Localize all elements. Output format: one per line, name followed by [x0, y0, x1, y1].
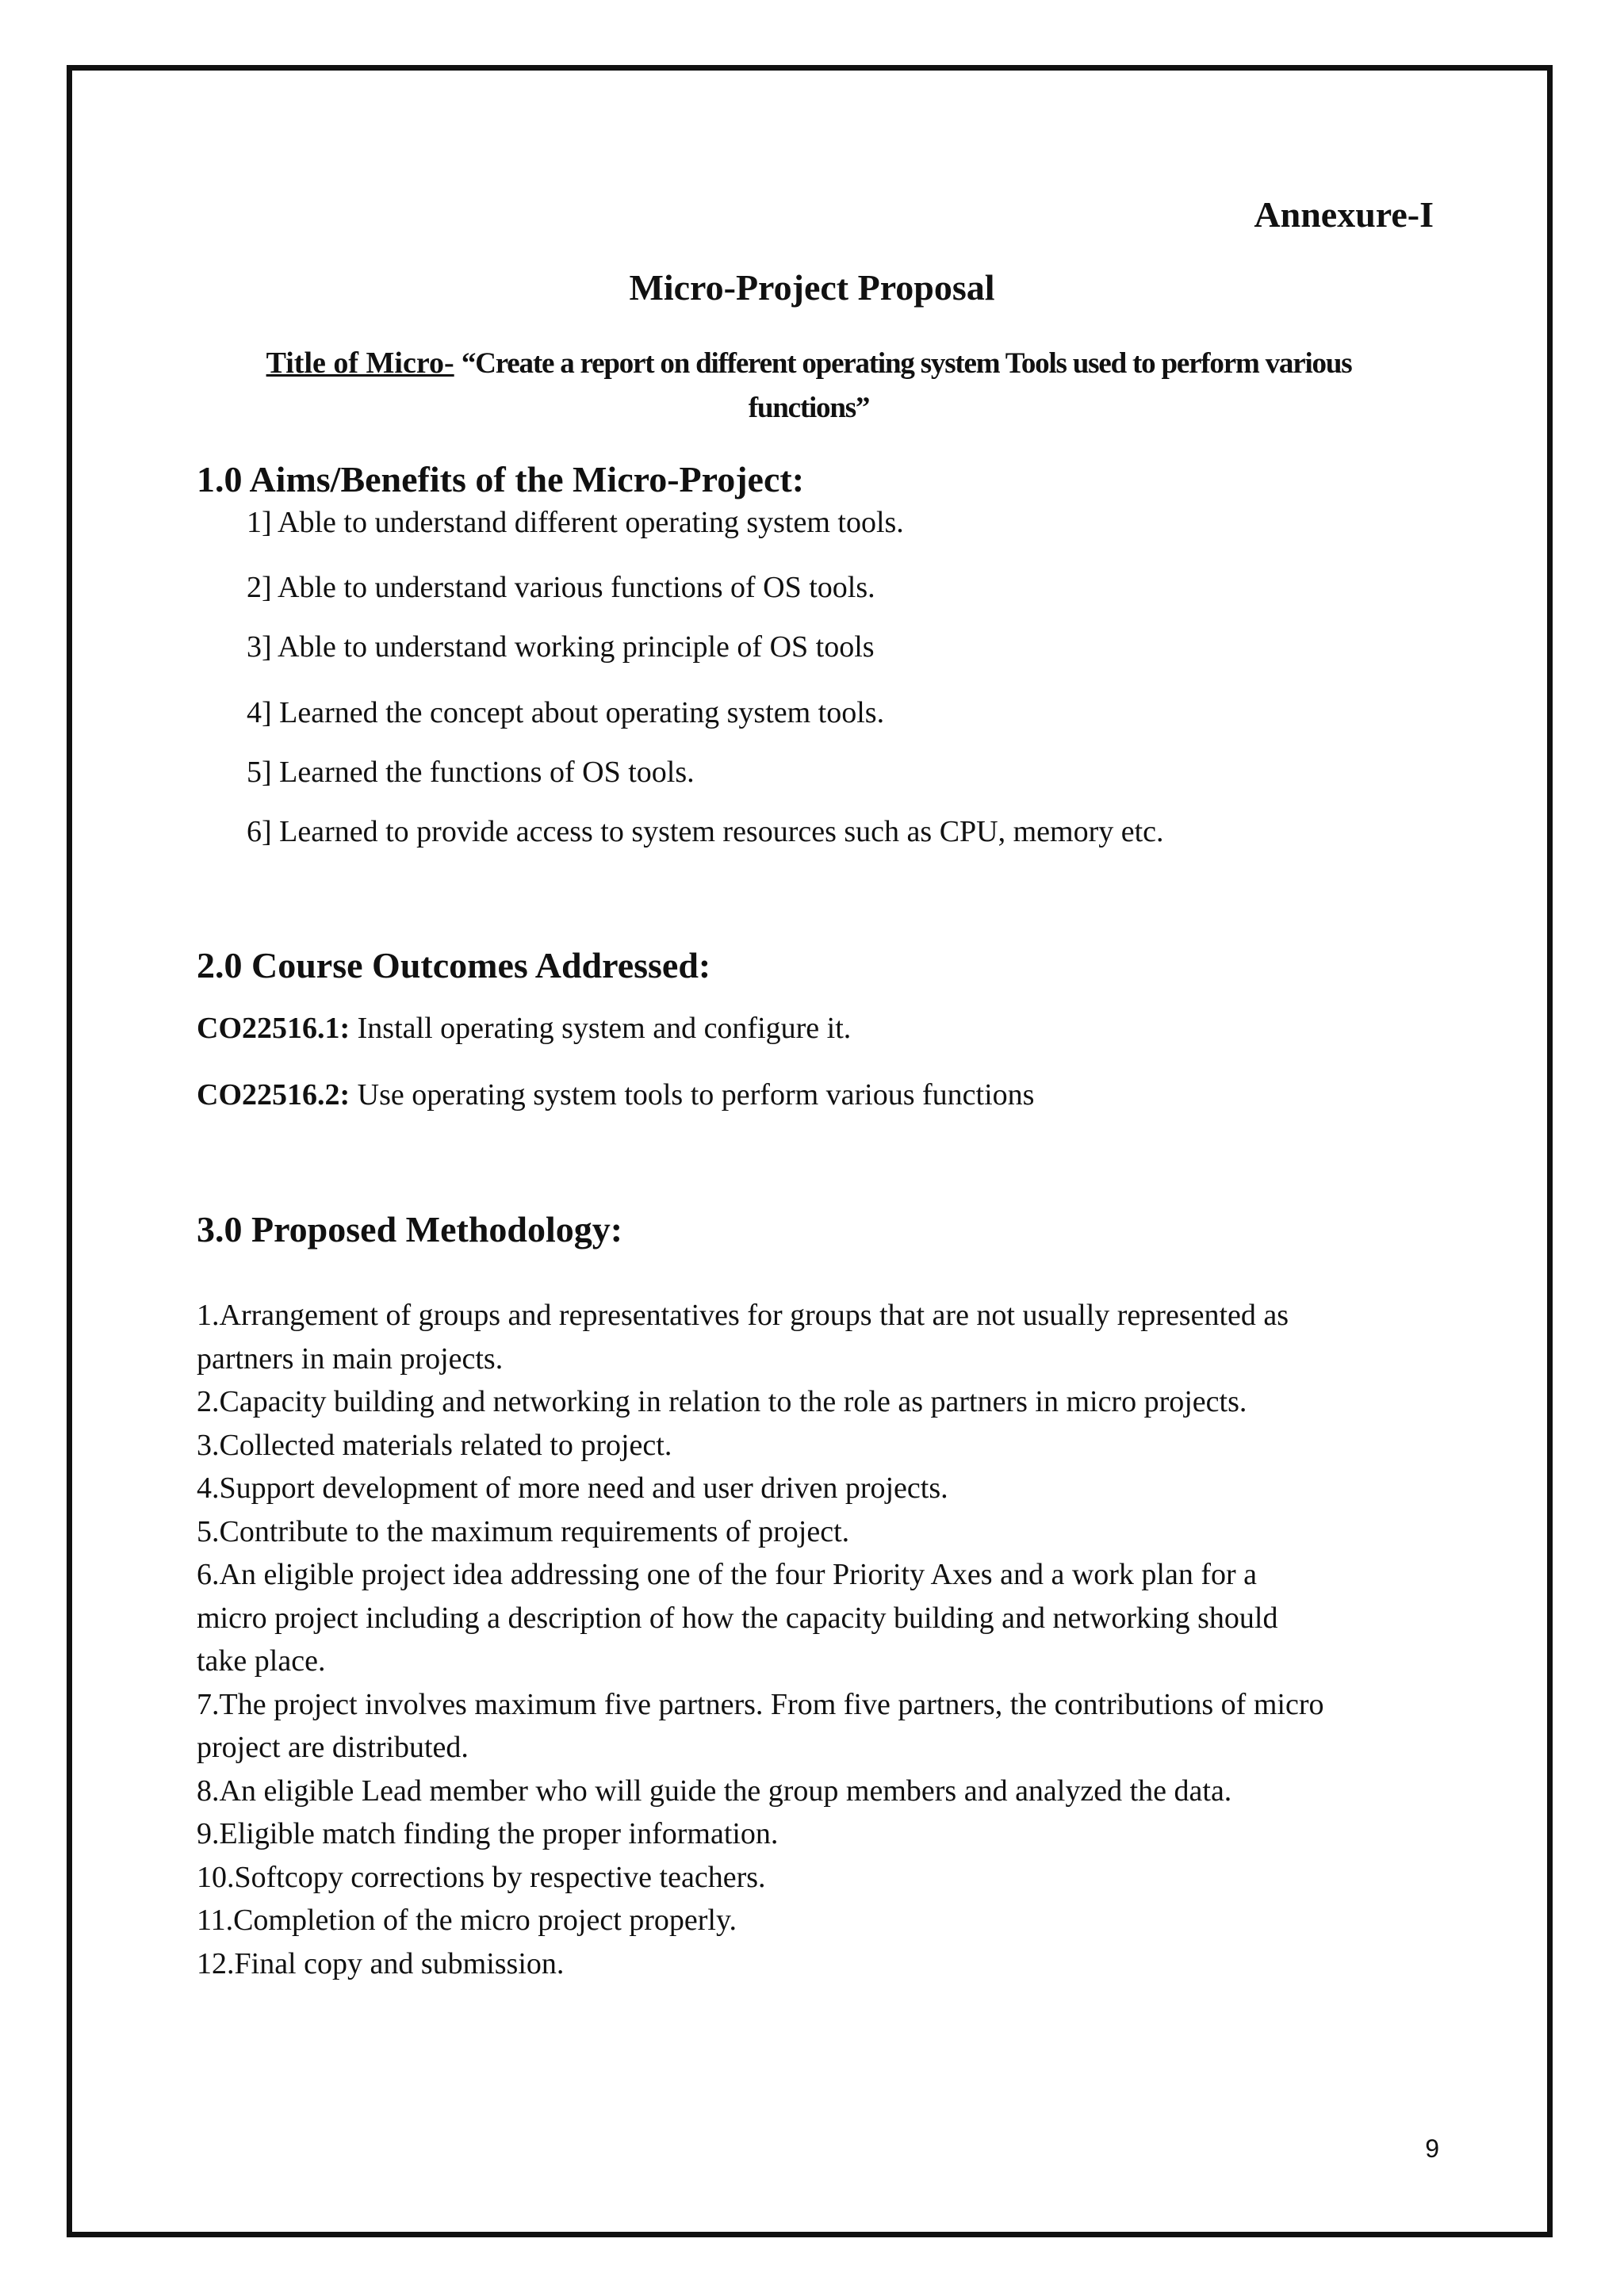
methodology-line: 7.The project involves maximum five partners. From five partners, the contributions of micro	[197, 1687, 1324, 1721]
micro-title-text-line2: functions”	[748, 392, 870, 424]
methodology-line: 6.An eligible project idea addressing one of the four Priority Axes and a work plan for a	[197, 1558, 1258, 1591]
outcomes-heading: 2.0 Course Outcomes Addressed:	[197, 945, 711, 985]
methodology-line: 11.Completion of the micro project properly.	[197, 1904, 737, 1937]
methodology-line: 5.Contribute to the maximum requirements of project.	[197, 1514, 850, 1548]
course-outcome-text: Use operating system tools to perform various functions	[350, 1078, 1035, 1112]
aim-item: 4] Learned the concept about operating system tools.	[247, 696, 885, 729]
aim-item: 2] Able to understand various functions of OS tools.	[247, 571, 875, 604]
aims-heading: 1.0 Aims/Benefits of the Micro-Project:	[197, 459, 805, 499]
aim-item: 6] Learned to provide access to system resources such as CPU, memory etc.	[247, 815, 1164, 848]
micro-title-text-line1: “Create a report on different operating system Tools used to perform various	[461, 347, 1352, 380]
methodology-line: 12.Final copy and submission.	[197, 1946, 565, 1980]
course-outcome-item	[197, 1080, 1034, 1110]
methodology-line: 1.Arrangement of groups and representatives for groups that are not usually represented as	[197, 1299, 1289, 1332]
methodology-line: 10.Softcopy corrections by respective teachers.	[197, 1860, 766, 1894]
page-number: 9	[1425, 2134, 1439, 2163]
methodology-line: partners in main projects.	[197, 1341, 504, 1376]
methodology-line: micro project including a description of how the capacity building and networking should	[197, 1601, 1278, 1635]
methodology-line: 9.Eligible match finding the proper information.	[197, 1817, 779, 1850]
methodology-line: 8.An eligible Lead member who will guide the group members and analyzed the data.	[197, 1774, 1232, 1808]
methodology-line: 2.Capacity building and networking in relation to the role as partners in micro projects.	[197, 1385, 1247, 1418]
page-title: Micro-Project Proposal	[629, 267, 995, 308]
course-outcome-code: CO22516.2:	[197, 1078, 350, 1112]
micro-title-label: Title of Micro-	[266, 346, 454, 380]
aim-item: 3] Able to understand working principle of OS tools	[247, 630, 875, 664]
course-outcome-item	[197, 1013, 851, 1043]
aim-item: 5] Learned the functions of OS tools.	[247, 756, 695, 789]
methodology-line: project are distributed.	[197, 1731, 469, 1764]
annexure-label: Annexure-I	[1254, 194, 1434, 235]
methodology-line: 4.Support development of more need and user driven projects.	[197, 1471, 948, 1505]
methodology-line: 3.Collected materials related to project.	[197, 1428, 672, 1462]
methodology-list	[197, 1294, 1450, 1985]
course-outcome-code: CO22516.1:	[197, 1012, 350, 1045]
aim-item: 1] Able to understand different operating system tools.	[247, 506, 904, 539]
micro-project-title	[206, 341, 1411, 430]
methodology-line: take place.	[197, 1644, 326, 1678]
course-outcome-text: Install operating system and configure it.	[350, 1012, 852, 1045]
methodology-heading: 3.0 Proposed Methodology:	[197, 1209, 623, 1249]
